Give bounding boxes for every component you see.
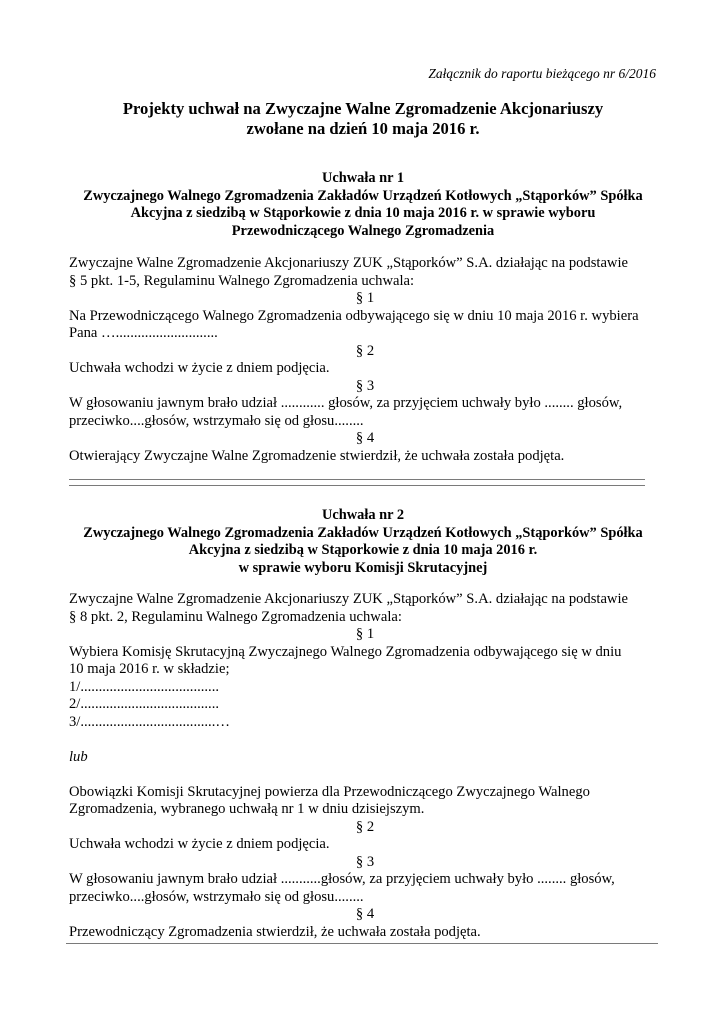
paragraph-mark: § 4 — [355, 906, 375, 922]
resolution-1-body — [69, 255, 661, 465]
heading-line: Zwyczajnego Walnego Zgromadzenia Zakładów Urządzeń Kotłowych „Stąporków” Spółka — [83, 187, 643, 204]
heading-line: w sprawie wyboru Komisji Skrutacyjnej — [238, 559, 488, 576]
paragraph-text: przeciwko....głosów, wstrzymało się od głosu........ — [69, 888, 364, 905]
paragraph-text: 10 maja 2016 r. w składzie; — [69, 661, 230, 677]
paragraph-mark: § 3 — [355, 853, 375, 870]
paragraph-text: W głosowaniu jawnym brało udział ............ głosów, za przyjęciem uchwały było ........ głosów, — [69, 395, 623, 411]
paragraph-text: Uchwała wchodzi w życie z dniem podjęcia. — [69, 836, 330, 852]
paragraph-mark: § 3 — [355, 377, 375, 394]
heading-line: Akcyjna z siedzibą w Stąporkowie z dnia 10 maja 2016 r. — [188, 542, 538, 558]
or-label: lub — [69, 748, 88, 765]
title-line: Projekty uchwał na Zwyczajne Walne Zgromadzenie Akcjonariuszy — [122, 99, 604, 118]
heading-line: Akcyjna z siedzibą w Stąporkowie z dnia 10 maja 2016 r. w sprawie wyboru — [130, 205, 596, 221]
title-line: zwołane na dzień 10 maja 2016 r. — [246, 119, 480, 138]
intro-line: § 8 pkt. 2, Regulaminu Walnego Zgromadzenia uchwala: — [69, 608, 402, 625]
heading-line: Uchwała nr 1 — [321, 170, 405, 186]
blank-line — [69, 731, 661, 749]
intro-line: Zwyczajne Walne Zgromadzenie Akcjonariuszy ZUK „Stąporków” S.A. działając na podstawie — [69, 591, 629, 607]
paragraph-mark: § 2 — [355, 342, 375, 359]
paragraph-mark: § 1 — [355, 626, 375, 642]
paragraph-text: Wybiera Komisję Skrutacyjną Zwyczajnego Walnego Zgromadzenia odbywającego się w dniu — [69, 643, 622, 660]
heading-line: Zwyczajnego Walnego Zgromadzenia Zakładów Urządzeń Kotłowych „Stąporków” Spółka — [83, 524, 643, 541]
paragraph-text: Pana …............................ — [69, 325, 218, 341]
paragraph-text: przeciwko....głosów, wstrzymało się od głosu........ — [69, 412, 364, 429]
bottom-rule — [66, 943, 658, 944]
blank-line — [69, 766, 661, 784]
member-line: 3/.....................................… — [69, 713, 230, 730]
intro-line: Zwyczajne Walne Zgromadzenie Akcjonariuszy ZUK „Stąporków” S.A. działając na podstawie — [69, 255, 629, 271]
intro-line: § 5 pkt. 1-5, Regulaminu Walnego Zgromadzenia uchwala: — [69, 272, 415, 289]
member-line: 1/...................................... — [69, 678, 219, 695]
document-title — [66, 99, 660, 139]
annex-note: Załącznik do raportu bieżącego nr 6/2016 — [428, 66, 656, 81]
alt-text-line: Obowiązki Komisji Skrutacyjnej powierza dla Przewodniczącego Zwyczajnego Walnego — [69, 783, 590, 800]
paragraph-text: W głosowaniu jawnym brało udział ...........głosów, za przyjęciem uchwały było ........ głosów, — [69, 871, 615, 887]
paragraph-text: Przewodniczący Zgromadzenia stwierdził, że uchwała została podjęta. — [69, 923, 481, 940]
resolution-2-body — [69, 591, 661, 941]
paragraph-mark: § 4 — [355, 430, 375, 446]
section-separator — [69, 479, 645, 486]
paragraph-text: Otwierający Zwyczajne Walne Zgromadzenie stwierdził, że uchwała została podjęta. — [69, 447, 565, 464]
paragraph-text: Uchwała wchodzi w życie z dniem podjęcia. — [69, 360, 330, 376]
resolution-1-heading — [66, 170, 660, 240]
heading-line: Uchwała nr 2 — [321, 507, 405, 523]
paragraph-mark: § 2 — [355, 818, 375, 835]
heading-line: Przewodniczącego Walnego Zgromadzenia — [231, 222, 495, 239]
member-line: 2/...................................... — [69, 696, 219, 712]
alt-text-line: Zgromadzenia, wybranego uchwałą nr 1 w dniu dzisiejszym. — [69, 801, 425, 817]
resolution-2-heading — [66, 507, 660, 577]
paragraph-mark: § 1 — [355, 290, 375, 306]
paragraph-text: Na Przewodniczącego Walnego Zgromadzenia odbywającego się w dniu 10 maja 2016 r. wybiera — [69, 307, 639, 324]
